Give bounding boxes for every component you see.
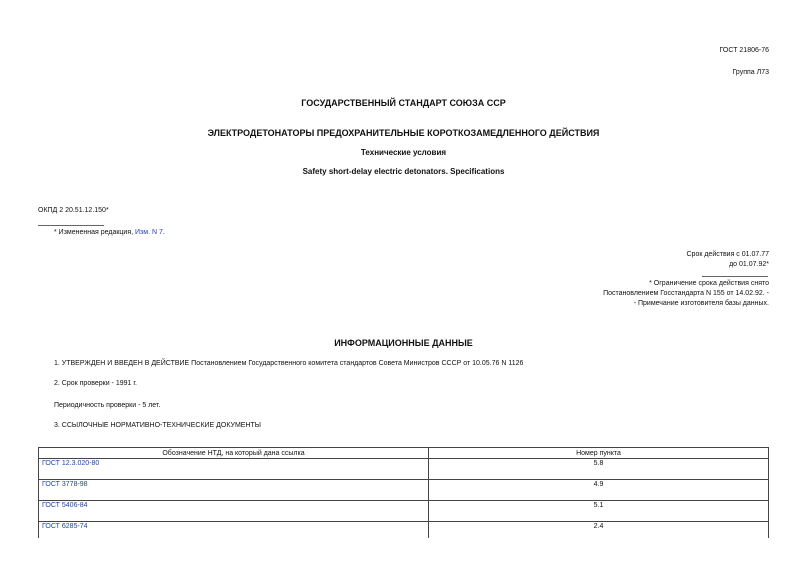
table-row xyxy=(39,501,769,522)
footnote-divider xyxy=(38,225,104,226)
info-heading: ИНФОРМАЦИОННЫЕ ДАННЫЕ xyxy=(334,338,473,348)
info-item-1: 1. УТВЕРЖДЕН И ВВЕДЕН В ДЕЙСТВИЕ Постановлением Государственного комитета стандартов Совета Министров СССР от 10.05.76 N 1126 xyxy=(54,360,524,367)
footnote-text: * Измененная редакция, xyxy=(54,229,136,236)
info-period: Периодичность проверки - 5 лет. xyxy=(54,402,161,409)
document-title: ЭЛЕКТРОДЕТОНАТОРЫ ПРЕДОХРАНИТЕЛЬНЫЕ КОРОТКОЗАМЕДЛЕННОГО ДЕЙСТВИЯ xyxy=(207,128,600,138)
item-number: 2.4 xyxy=(429,522,769,539)
table-row xyxy=(39,522,769,539)
validity-note-3: - Примечание изготовителя базы данных. xyxy=(633,300,769,307)
validity-from: Срок действия с 01.07.77 xyxy=(686,251,769,258)
amendment-link[interactable]: Изм. N 7 xyxy=(135,229,163,236)
footnote xyxy=(54,229,165,236)
column-header-item: Номер пункта xyxy=(429,448,769,459)
okpd-code: ОКПД 2 20.51.12.150* xyxy=(38,207,109,214)
reference-table xyxy=(38,447,769,538)
table-row xyxy=(39,480,769,501)
item-number: 4.9 xyxy=(429,480,769,501)
validity-note-1: * Ограничение срока действия снято xyxy=(649,280,769,287)
english-title: Safety short-delay electric detonators. Specifications xyxy=(302,167,505,176)
item-number: 5.8 xyxy=(429,459,769,480)
item-number: 5.1 xyxy=(429,501,769,522)
column-header-document: Обозначение НТД, на который дана ссылка xyxy=(39,448,429,459)
footnote-end: . xyxy=(162,229,165,236)
validity-to: до 01.07.92* xyxy=(729,261,769,268)
table-header-row xyxy=(39,448,769,459)
document-link[interactable]: ГОСТ 12.3.020-80 xyxy=(42,460,100,467)
validity-note-2: Постановлением Госстандарта N 155 от 14.02.92. - xyxy=(603,290,769,297)
document-link[interactable]: ГОСТ 6285-74 xyxy=(42,523,88,530)
document-subtitle: Технические условия xyxy=(360,148,447,157)
group-label: Группа Л73 xyxy=(732,69,769,76)
info-item-3: 3. ССЫЛОЧНЫЕ НОРМАТИВНО-ТЕХНИЧЕСКИЕ ДОКУМЕНТЫ xyxy=(54,422,261,429)
validity-divider xyxy=(702,276,768,277)
standard-title: ГОСУДАРСТВЕННЫЙ СТАНДАРТ СОЮЗА ССР xyxy=(301,98,506,108)
info-item-2: 2. Срок проверки - 1991 г. xyxy=(54,380,137,387)
document-link[interactable]: ГОСТ 3778-98 xyxy=(42,481,88,488)
table-row xyxy=(39,459,769,480)
gost-number: ГОСТ 21806-76 xyxy=(719,47,769,54)
document-link[interactable]: ГОСТ 5406-84 xyxy=(42,502,88,509)
